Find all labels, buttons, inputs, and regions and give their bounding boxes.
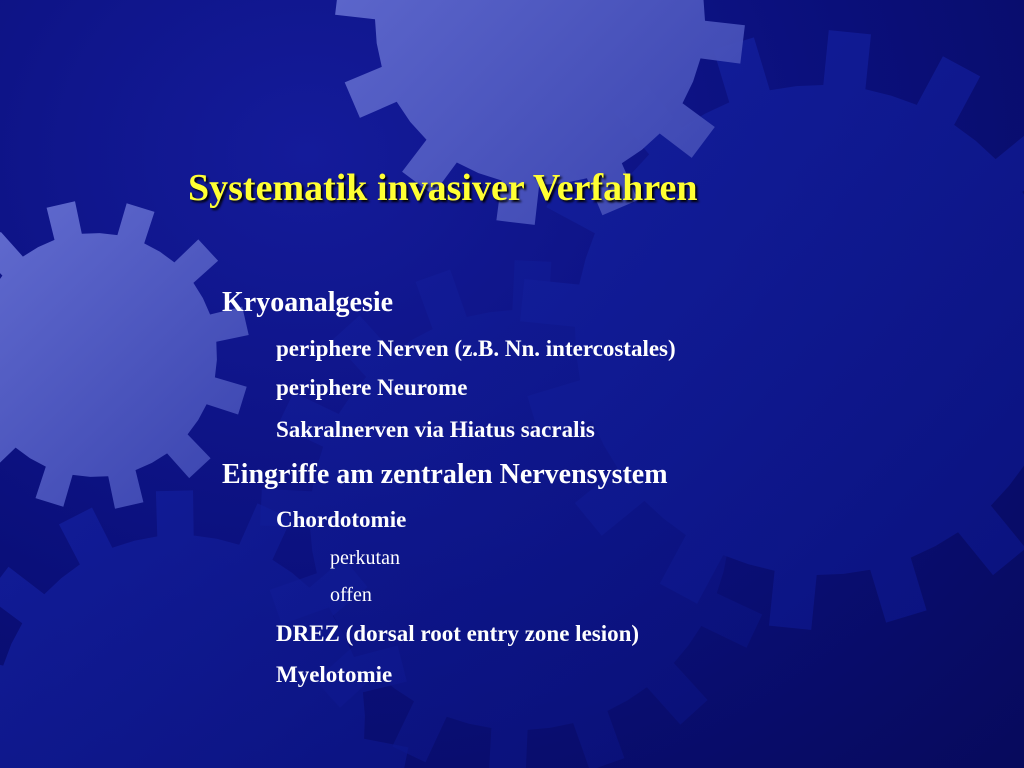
outline-item-offen: offen <box>330 584 372 606</box>
outline-item-chordotomie: Chordotomie <box>276 507 407 532</box>
outline-item-drez: DREZ (dorsal root entry zone lesion) <box>276 621 640 646</box>
slide-title: Systematik invasiver Verfahren <box>188 167 698 209</box>
outline-item-kryoanalgesie: Kryoanalgesie <box>222 287 394 318</box>
outline-item-myelotomie: Myelotomie <box>276 662 393 687</box>
outline-item-sakralnerven: Sakralnerven via Hiatus sacralis <box>276 417 595 442</box>
outline-item-perkutan: perkutan <box>330 547 400 569</box>
outline-item-eingriffe-zns: Eingriffe am zentralen Nervensystem <box>222 459 668 490</box>
outline-item-periphere-nerven: periphere Nerven (z.B. Nn. intercostales) <box>276 336 676 361</box>
gear-light-left-icon <box>0 201 249 508</box>
outline-item-periphere-neurome: periphere Neurome <box>276 375 468 400</box>
